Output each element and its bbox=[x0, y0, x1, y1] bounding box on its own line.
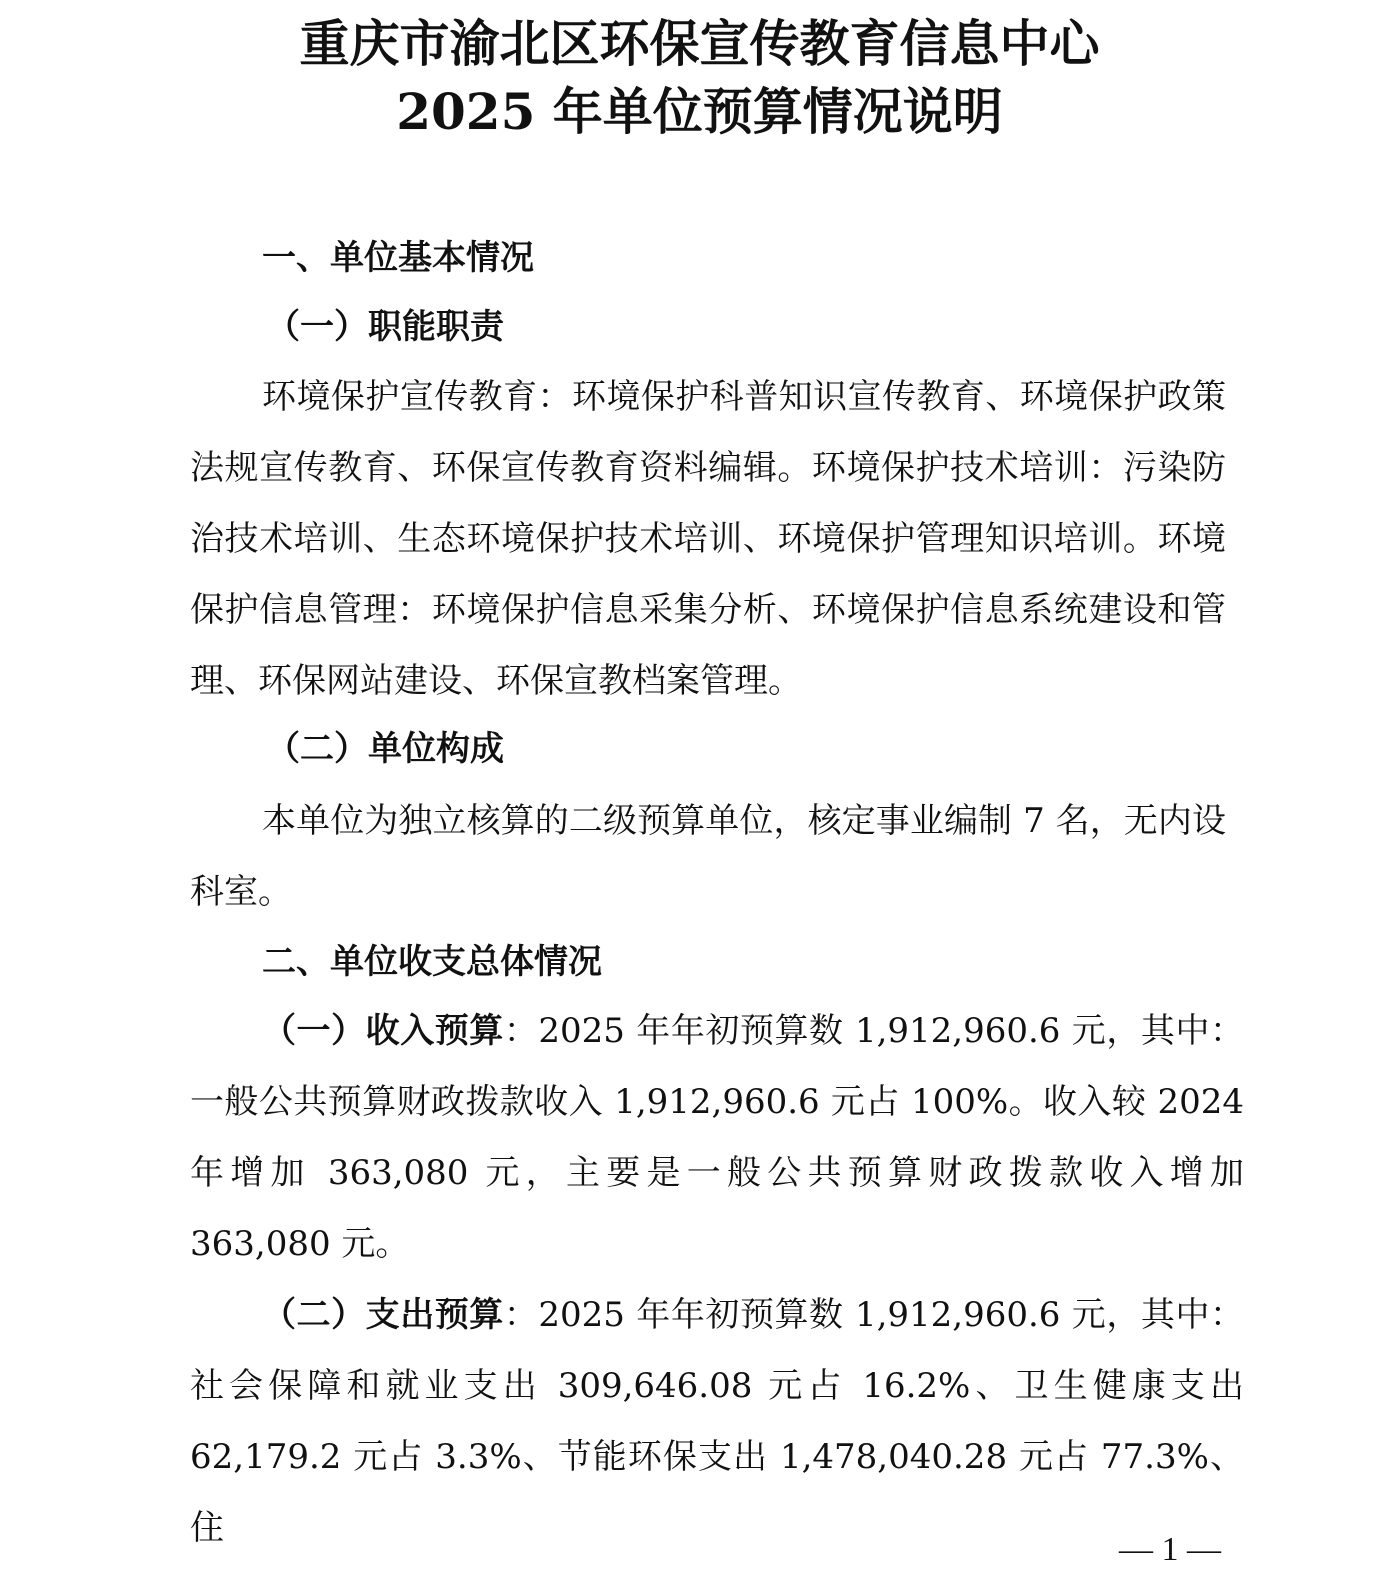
document-title-line1: 重庆市渝北区环保宣传教育信息中心 bbox=[299, 14, 1100, 73]
expense-text: ：2025 年年初预算数 1,912,960.6 元，其中：社会保障和就业支出 309,646.08 元占 16.2%、卫生健康支出 62,179.2 元占 3.3%、节能环保支出 1,478,040.28 元占 77.3%、住 bbox=[190, 1295, 1244, 1548]
section1-sub1-paragraph: 环境保护宣传教育：环境保护科普知识宣传教育、环境保护政策法规宣传教育、环保宣传教育资料编辑。环境保护技术培训：污染防治技术培训、生态环境保护技术培训、环境保护管理知识培训。环境保护信息管理：环境保护信息采集分析、环境保护信息系统建设和管理、环保网站建设、环保宣教档案管理。 bbox=[190, 377, 1226, 701]
section1-sub2-heading: （二）单位构成 bbox=[266, 729, 504, 769]
income-lead: （一）收入预算 bbox=[262, 1011, 504, 1051]
expense-lead: （二）支出预算 bbox=[262, 1295, 504, 1335]
section1-heading: 一、单位基本情况 bbox=[262, 238, 534, 278]
section2-expense-paragraph bbox=[190, 1280, 1244, 1564]
income-text: ：2025 年年初预算数 1,912,960.6 元，其中：一般公共预算财政拨款收入 1,912,960.6 元占 100%。收入较 2024 年增加 363,080 元，主要是一般公共预算财政拨款收入增加 363,080 元。 bbox=[190, 1011, 1244, 1264]
section2-income-paragraph bbox=[190, 996, 1244, 1280]
document-title-line2: 2025 年单位预算情况说明 bbox=[396, 82, 1003, 141]
section1-sub1-heading: （一）职能职责 bbox=[266, 307, 504, 347]
page-number: — 1 — bbox=[1119, 1531, 1221, 1568]
section1-sub2-paragraph: 本单位为独立核算的二级预算单位，核定事业编制 7 名，无内设科室。 bbox=[190, 801, 1226, 912]
section2-heading: 二、单位收支总体情况 bbox=[262, 942, 602, 982]
